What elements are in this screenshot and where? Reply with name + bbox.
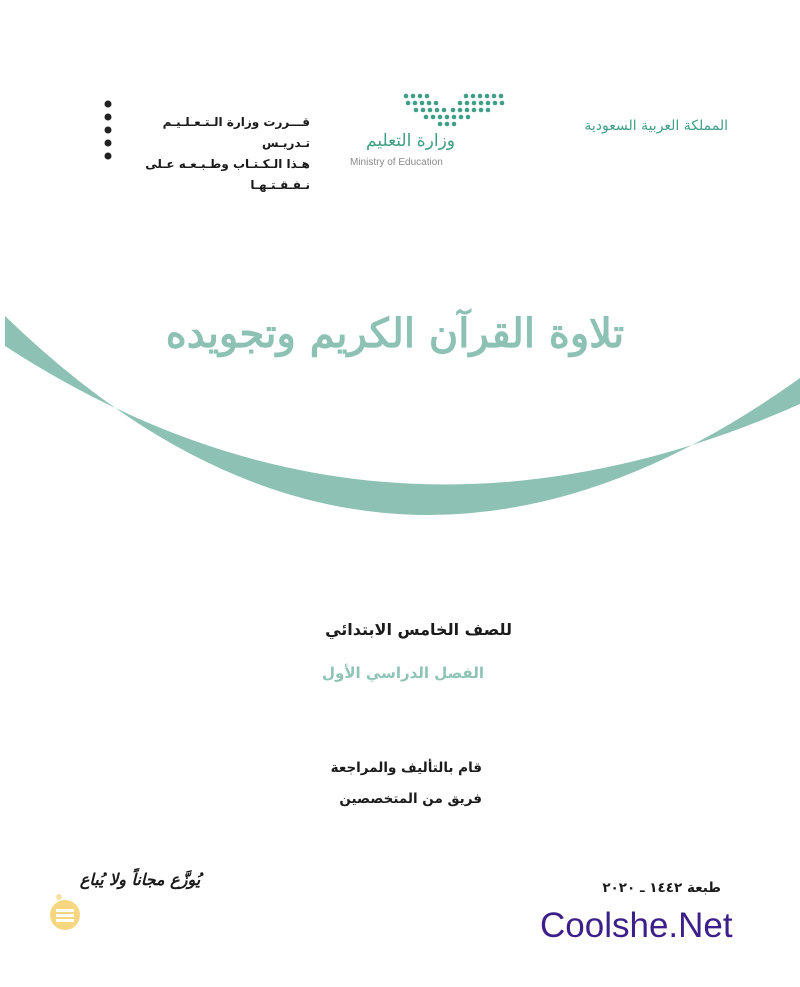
watermark-text: Coolshe.Net — [540, 906, 733, 945]
approval-statement — [120, 112, 310, 196]
book-title: تلاوة القرآن الكريم وتجويده — [165, 310, 625, 357]
ministry-logo-dots — [404, 94, 505, 127]
edition-label: طبعة ١٤٤٢ ـ ٢٠٢٠ — [602, 880, 721, 896]
ministry-name-arabic: وزارة التعليم — [366, 131, 455, 151]
approval-line-2: هـذا الـكـتـاب وطـبـعـه عـلى نـفـقـتـهـا — [145, 157, 310, 192]
semester-label: الفصل الدراسي الأول — [322, 664, 484, 682]
authored-by-label: قام بالتأليف والمراجعة — [330, 760, 482, 776]
bullet-dots-icon — [102, 99, 114, 165]
author-team-label: فريق من المتخصصين — [339, 791, 482, 807]
publisher-logo-icon — [45, 885, 85, 935]
free-distribution-note: يُوزَّع مجاناً ولا يُباع — [79, 870, 201, 889]
grade-label: للصف الخامس الابتدائي — [325, 620, 512, 639]
ministry-name-english: Ministry of Education — [350, 157, 443, 168]
kingdom-name: المملكة العربية السعودية — [584, 118, 728, 134]
approval-line-1: قـــررت وزارة الـتـعـلـيـم تـدريـس — [162, 115, 310, 150]
